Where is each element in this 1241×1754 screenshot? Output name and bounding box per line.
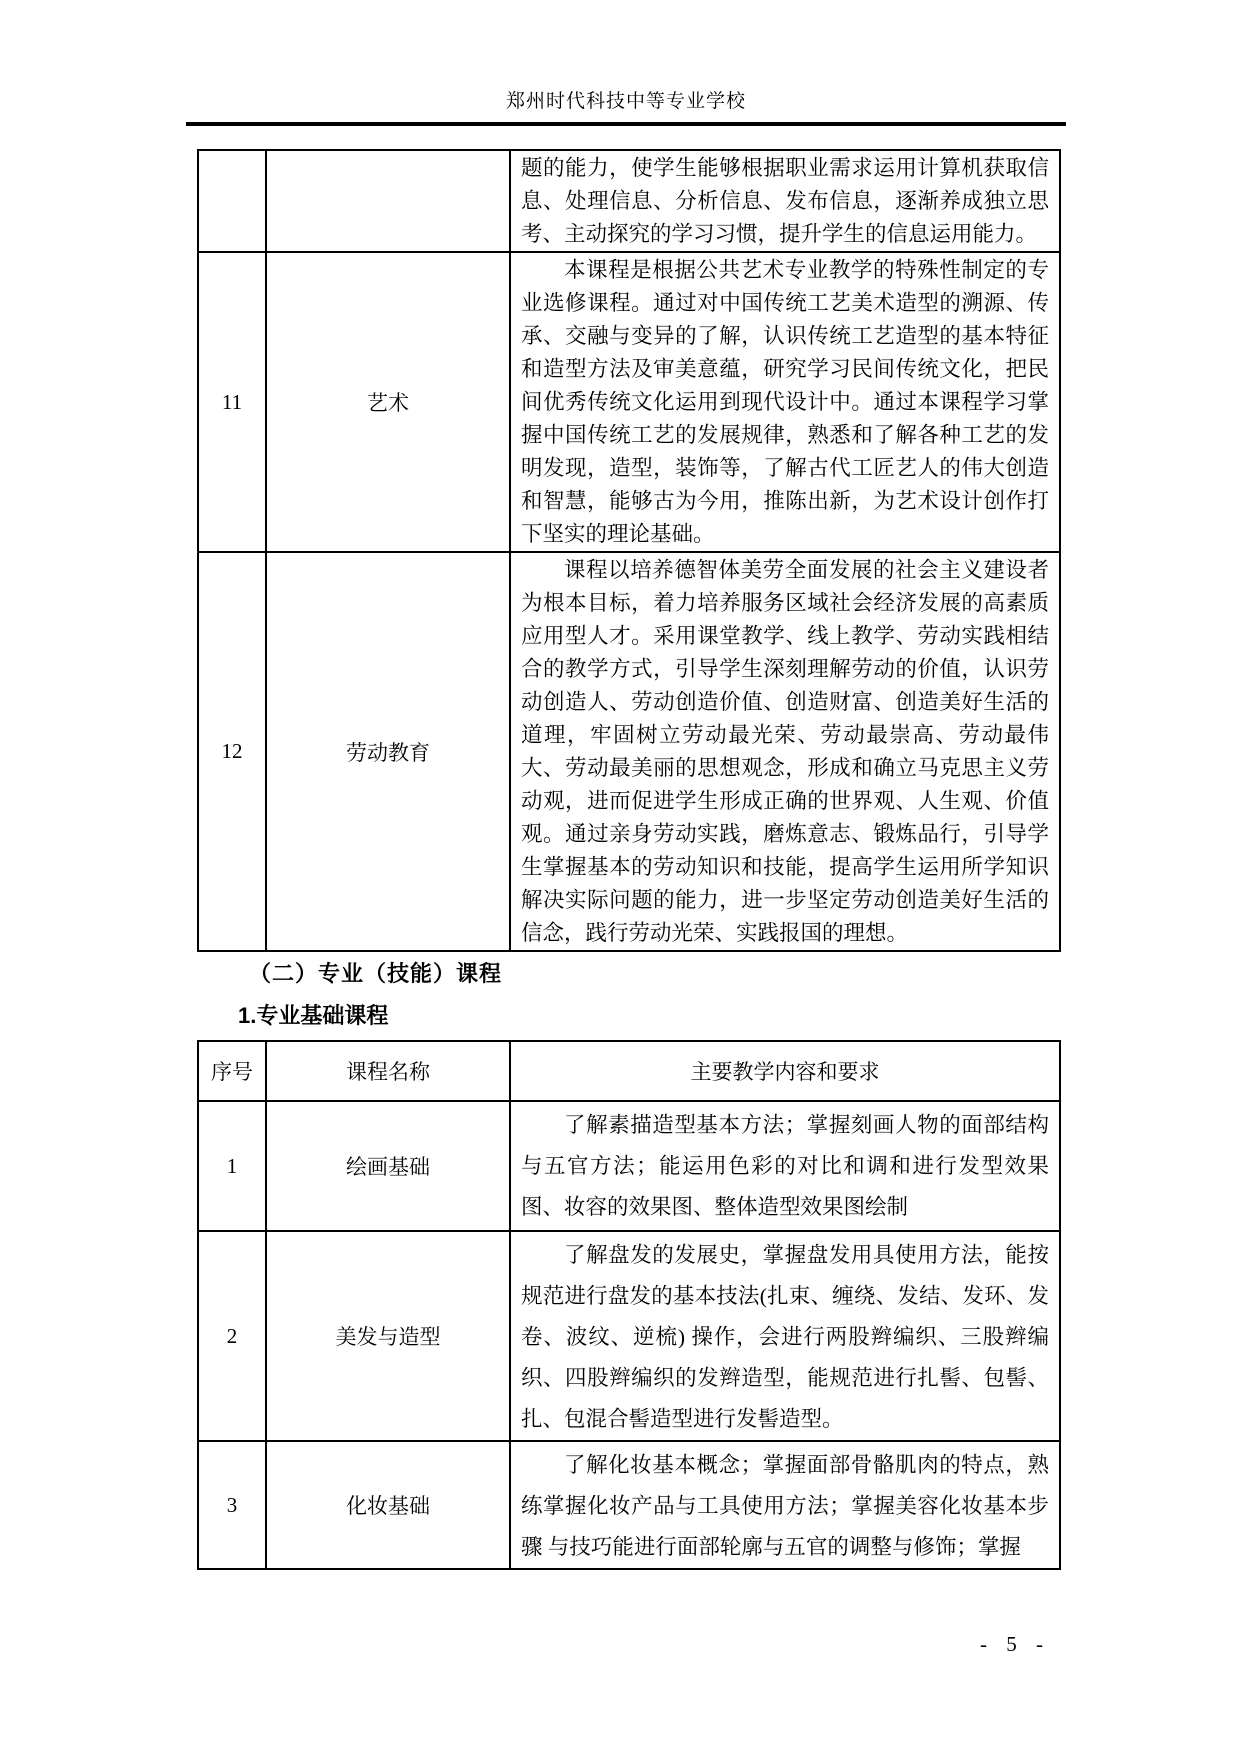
course-name-cell: 绘画基础 (266, 1101, 510, 1231)
course-description: 题的能力，使学生能够根据职业需求运用计算机获取信息、处理信息、分析信息、发布信息，逐渐养成独立思考、主动探究的学习习惯，提升学生的信息运用能力。 (521, 156, 1049, 246)
table-row (198, 1441, 1060, 1569)
table-row (198, 1101, 1060, 1231)
course-content-cell (510, 252, 1060, 552)
table-row (198, 150, 1060, 252)
course-content-cell (510, 1441, 1060, 1569)
course-no-cell: 1 (198, 1101, 266, 1231)
course-name-cell: 美发与造型 (266, 1231, 510, 1441)
course-description: 本课程是根据公共艺术专业教学的特殊性制定的专业选修课程。通过对中国传统工艺美术造型的溯源、传承、交融与变异的了解，认识传统工艺造型的基本特征和造型方法及审美意蕴，研究学习民间传统文化，把民间优秀传统文化运用到现代设计中。通过本课程学习掌握中国传统工艺的发展规律，熟悉和了解各种工艺的发明发现，造型，装饰等，了解古代工匠艺人的伟大创造和智慧，能够古为今用，推陈出新，为艺术设计创作打下坚实的理论基础。 (521, 258, 1049, 546)
course-description: 了解化妆基本概念；掌握面部骨骼肌肉的特点，熟练掌握化妆产品与工具使用方法；掌握美容化妆基本步骤 与技巧能进行面部轮廓与五官的调整与修饰；掌握 (521, 1453, 1049, 1559)
section-heading-professional-skill-courses: （二）专业（技能）课程 (249, 961, 503, 986)
header-rule (186, 122, 1066, 126)
public-courses-table (197, 149, 1061, 952)
course-name-cell (266, 150, 510, 252)
course-description: 了解素描造型基本方法；掌握刻画人物的面部结构与五官方法；能运用色彩的对比和调和进行发型效果图、妆容的效果图、整体造型效果图绘制 (521, 1113, 1049, 1219)
page-number: - 5 - (980, 1632, 1050, 1656)
table-row (198, 552, 1060, 951)
table-header-row (198, 1041, 1060, 1101)
basic-courses-table (197, 1040, 1061, 1570)
course-no-cell: 11 (198, 252, 266, 552)
page-header-school-name: 郑州时代科技中等专业学校 (505, 91, 746, 112)
course-name-cell: 化妆基础 (266, 1441, 510, 1569)
column-header-content: 主要教学内容和要求 (510, 1041, 1060, 1101)
course-name-cell: 劳动教育 (266, 552, 510, 951)
course-name-cell: 艺术 (266, 252, 510, 552)
section-subheading-basic-professional-courses: 1.专业基础课程 (238, 1003, 389, 1028)
course-no-cell: 3 (198, 1441, 266, 1569)
course-no-cell: 2 (198, 1231, 266, 1441)
table-row (198, 1231, 1060, 1441)
table-row (198, 252, 1060, 552)
course-content-cell (510, 150, 1060, 252)
course-content-cell (510, 552, 1060, 951)
course-content-cell (510, 1231, 1060, 1441)
column-header-no: 序号 (198, 1041, 266, 1101)
course-no-cell (198, 150, 266, 252)
course-description: 课程以培养德智体美劳全面发展的社会主义建设者为根本目标，着力培养服务区域社会经济发展的高素质应用型人才。采用课堂教学、线上教学、劳动实践相结合的教学方式，引导学生深刻理解劳动的价值，认识劳动创造人、劳动创造价值、创造财富、创造美好生活的道理，牢固树立劳动最光荣、劳动最崇高、劳动最伟大、劳动最美丽的思想观念，形成和确立马克思主义劳动观，进而促进学生形成正确的世界观、人生观、价值观。通过亲身劳动实践，磨炼意志、锻炼品行，引导学生掌握基本的劳动知识和技能，提高学生运用所学知识解决实际问题的能力，进一步坚定劳动创造美好生活的信念，践行劳动光荣、实践报国的理想。 (521, 558, 1049, 945)
column-header-name: 课程名称 (266, 1041, 510, 1101)
course-no-cell: 12 (198, 552, 266, 951)
course-content-cell (510, 1101, 1060, 1231)
course-description: 了解盘发的发展史，掌握盘发用具使用方法，能按规范进行盘发的基本技法(扎束、缠绕、发结、发环、发卷、波纹、逆梳) 操作，会进行两股辫编织、三股辫编织、四股辫编织的发辫造型，能规范进行扎髻、包髻、扎、包混合髻造型进行发髻造型。 (521, 1243, 1049, 1431)
